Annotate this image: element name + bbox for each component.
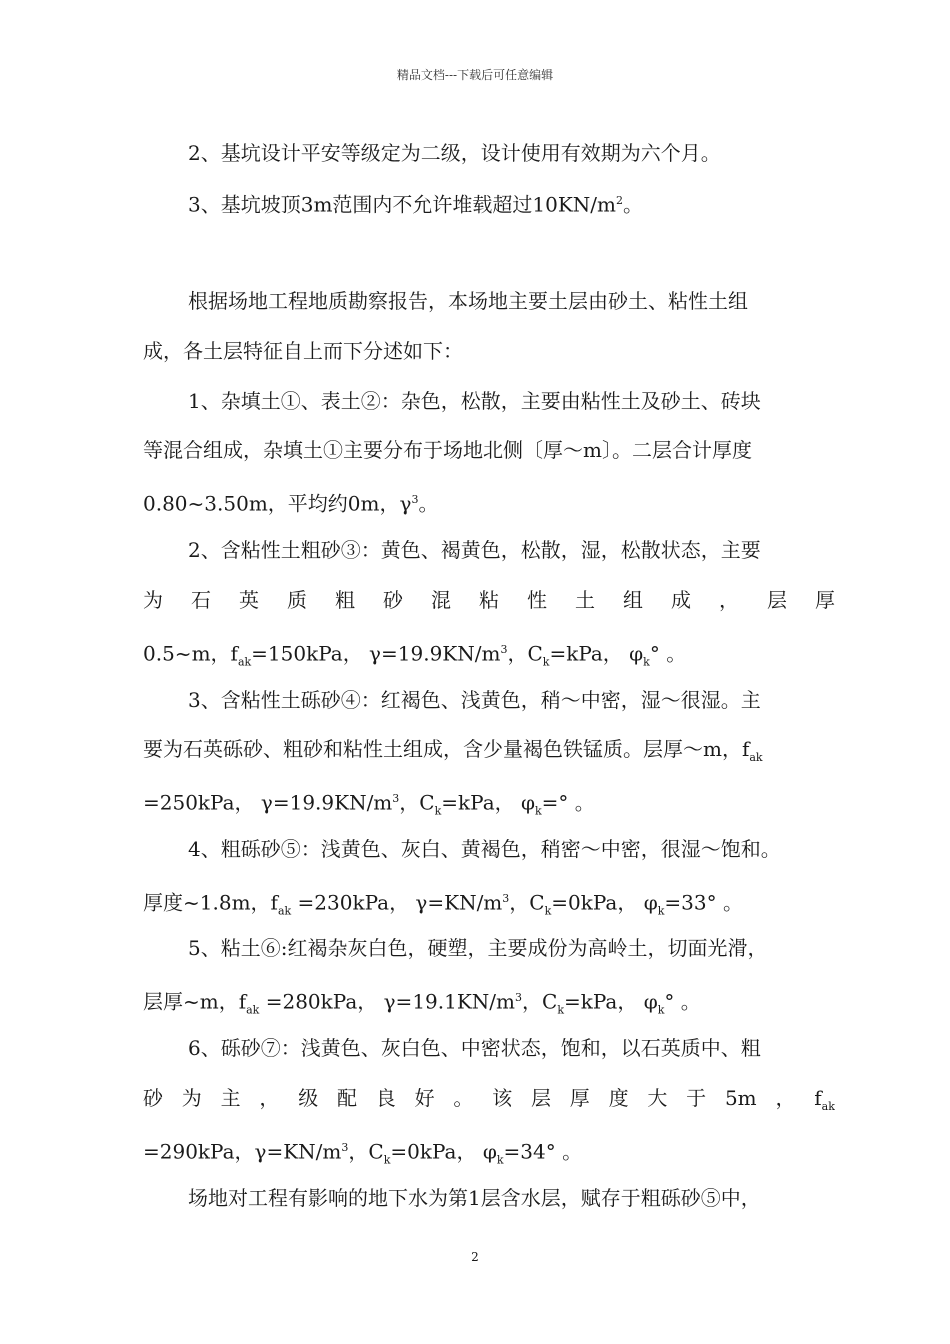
text-line: =290kPa，$\gamma=KN/m^3$，$C_k=0kPa$， $\varphi_k=34^\circ$ 。 bbox=[143, 1139, 583, 1167]
text-line: 3、基坑坡顶3m范围内不允许堆载超过$10KN/m^2$。 bbox=[188, 192, 644, 217]
text-line: =250kPa， $\gamma=19.9KN/m^3$，$C_k=kPa$， $\varphi_k=^\circ$ 。 bbox=[143, 790, 595, 818]
justified-char: 大 bbox=[647, 1086, 668, 1110]
justified-char: 。 bbox=[453, 1086, 474, 1110]
justified-char: 为 bbox=[181, 1086, 202, 1110]
justified-char: 厚 bbox=[815, 588, 835, 612]
text-line: 要为石英砾砂、粗砂和粘性土组成，含少量褐色铁锰质。层厚～m，$f_{ak}$ bbox=[143, 737, 763, 764]
text-line: 0.5~m，$f_{ak}=150kPa$， $\gamma=19.9KN/m^3$，$C_k=kPa$， $\varphi_k^\circ$ 。 bbox=[143, 641, 687, 669]
justified-char: 成 bbox=[671, 588, 691, 612]
justified-char: 好 bbox=[414, 1086, 435, 1110]
justified-char: 厚 bbox=[569, 1086, 590, 1110]
justified-char: 配 bbox=[336, 1086, 357, 1110]
justified-char: 粘 bbox=[479, 588, 499, 612]
text-line: 等混合组成，杂填土①主要分布于场地北侧〔厚～m〕。二层合计厚度 bbox=[143, 438, 752, 462]
justified-char: 层 bbox=[767, 588, 787, 612]
justified-char: 良 bbox=[375, 1086, 396, 1110]
text-line: 4、粗砾砂⑤：浅黄色、灰白、黄褐色，稍密～中密，很湿～饱和。 bbox=[188, 837, 781, 861]
justified-char: 该 bbox=[492, 1086, 513, 1110]
justified-char: 质 bbox=[287, 588, 307, 612]
justified-char: 粗 bbox=[335, 588, 355, 612]
justified-char: 于 bbox=[686, 1086, 707, 1110]
justified-char: 为 bbox=[143, 588, 163, 612]
justified-char: 层 bbox=[530, 1086, 551, 1110]
page-header: 精品文档---下载后可任意编辑 bbox=[396, 68, 554, 82]
text-line: 3、含粘性土砾砂④：红褐色、浅黄色，稍～中密，湿～很湿。主 bbox=[188, 688, 761, 712]
text-line: 2、基坑设计平安等级定为二级，设计使用有效期为六个月。 bbox=[188, 141, 721, 165]
text-line: 根据场地工程地质勘察报告，本场地主要土层由砂土、粘性土组 bbox=[188, 289, 748, 313]
text-line: 5、粘土⑥:红褐杂灰白色，硬塑，主要成份为高岭土，切面光滑， bbox=[188, 936, 768, 960]
justified-char: ， bbox=[775, 1086, 796, 1110]
text-line: 场地对工程有影响的地下水为第1层含水层，赋存于粗砾砂⑤中， bbox=[188, 1186, 761, 1210]
justified-char: 砂 bbox=[143, 1086, 163, 1110]
justified-char: 主 bbox=[220, 1086, 241, 1110]
justified-char: 英 bbox=[239, 588, 259, 612]
justified-char: 组 bbox=[623, 588, 643, 612]
justified-text-line bbox=[143, 1086, 835, 1119]
justified-char: 5m bbox=[724, 1086, 757, 1110]
justified-char: 土 bbox=[575, 588, 595, 612]
text-line: 成，各土层特征自上而下分述如下： bbox=[143, 339, 463, 363]
justified-text-line bbox=[143, 588, 835, 612]
text-line: 层厚~m，$f_{ak} =280kPa$， $\gamma=19.1KN/m^3$，$C_k=kPa$， $\varphi_k^\circ$ 。 bbox=[143, 989, 701, 1017]
text-line: 0.80~3.50m，平均约0m，$\gamma^3$。 bbox=[143, 491, 439, 516]
justified-char: 性 bbox=[527, 588, 547, 612]
justified-char: 度 bbox=[608, 1086, 629, 1110]
text-line: 1、杂填土①、表土②：杂色，松散，主要由粘性土及砂土、砖块 bbox=[188, 389, 761, 413]
justified-char: $f_{ak}$ bbox=[814, 1086, 835, 1113]
text-line: 2、含粘性土粗砂③：黄色、褐黄色，松散，湿，松散状态，主要 bbox=[188, 538, 761, 562]
text-line: 6、砾砂⑦：浅黄色、灰白色、中密状态，饱和，以石英质中、粗 bbox=[188, 1036, 761, 1060]
page-number: 2 bbox=[471, 1250, 479, 1264]
justified-char: 级 bbox=[298, 1086, 319, 1110]
justified-char: ， bbox=[719, 588, 739, 612]
justified-char: 石 bbox=[191, 588, 211, 612]
justified-char: ， bbox=[259, 1086, 280, 1110]
justified-char: 混 bbox=[431, 588, 451, 612]
text-line: 厚度~1.8m，$f_{ak} =230kPa$， $\gamma=KN/m^3$，$C_k=0kPa$， $\varphi_k=33^\circ$ 。 bbox=[143, 890, 743, 918]
justified-char: 砂 bbox=[383, 588, 403, 612]
